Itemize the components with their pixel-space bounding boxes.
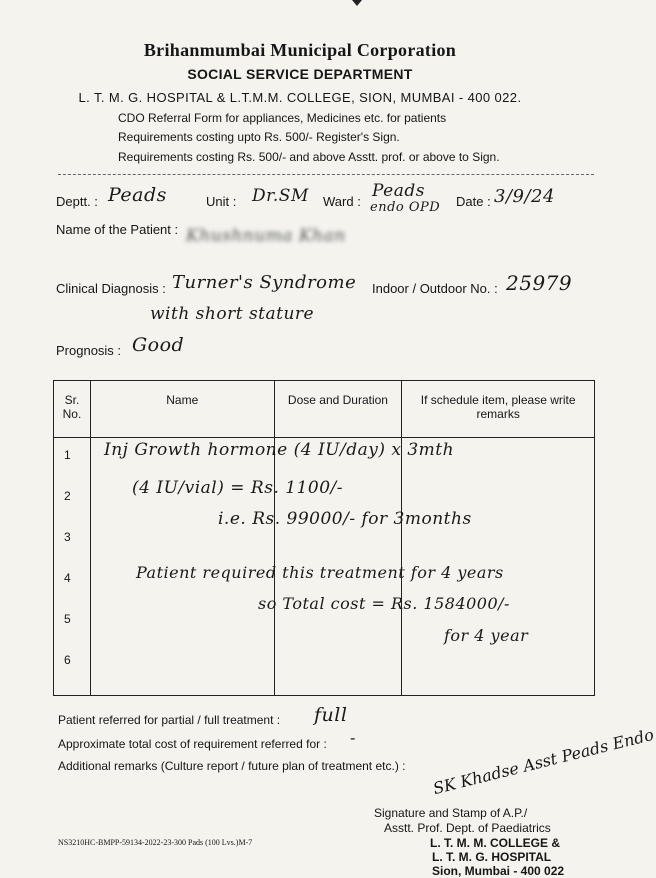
unit-value: Dr.SM bbox=[252, 186, 309, 206]
sign-label-2: Asstt. Prof. Dept. of Paediatrics bbox=[384, 821, 551, 835]
sr-column bbox=[54, 438, 91, 696]
ward-value: Peads bbox=[372, 181, 425, 201]
sr-number: 2 bbox=[64, 489, 71, 503]
diagnosis-line-1: Turner's Syndrome bbox=[172, 272, 357, 293]
referred-label: Patient referred for partial / full treatment : bbox=[58, 713, 281, 727]
handwritten-line-1: Inj Growth hormone (4 IU/day) x 3mth bbox=[104, 440, 455, 460]
handwritten-line-2: (4 IU/vial) = Rs. 1100/- bbox=[132, 478, 343, 498]
sr-number: 5 bbox=[64, 612, 71, 626]
items-table bbox=[53, 380, 595, 696]
sr-number: 1 bbox=[64, 448, 71, 462]
department-title: SOCIAL SERVICE DEPARTMENT bbox=[187, 66, 413, 82]
referred-value: full bbox=[314, 704, 348, 726]
binder-notch-icon bbox=[352, 0, 362, 6]
sr-number: 4 bbox=[64, 571, 71, 585]
corporation-title: Brihanmumbai Municipal Corporation bbox=[143, 40, 457, 60]
prognosis-value: Good bbox=[132, 334, 185, 356]
header-remarks: If schedule item, please write remarks bbox=[402, 381, 595, 438]
header-dose: Dose and Duration bbox=[274, 381, 402, 438]
requirement-rule-1: Requirements costing upto Rs. 500/- Register's Sign. bbox=[118, 130, 400, 144]
sr-number: 3 bbox=[64, 530, 71, 544]
header-divider bbox=[58, 174, 594, 175]
header-name: Name bbox=[90, 381, 274, 438]
indoor-value: 25979 bbox=[506, 271, 573, 295]
dept-value: Peads bbox=[108, 184, 167, 206]
print-code: NS3210HC-BMPP-59134-2022-23-300 Pads (100 Lvs.)M-7 bbox=[58, 838, 253, 847]
patient-label: Name of the Patient : bbox=[56, 222, 179, 237]
diagnosis-label: Clinical Diagnosis : bbox=[56, 281, 166, 296]
stamp-line-2: L. T. M. G. HOSPITAL bbox=[432, 850, 552, 864]
handwritten-line-3: i.e. Rs. 99000/- for 3months bbox=[218, 509, 472, 529]
sign-label: Signature and Stamp of A.P./ bbox=[374, 806, 528, 820]
additional-remarks-label: Additional remarks (Culture report / future plan of treatment etc.) : bbox=[58, 759, 406, 773]
approx-cost-label: Approximate total cost of requirement referred for : bbox=[58, 737, 327, 751]
stamp-line-1: L. T. M. M. COLLEGE & bbox=[430, 836, 560, 850]
hospital-address: L. T. M. G. HOSPITAL & L.T.M.M. COLLEGE, SION, MUMBAI - 400 022. bbox=[78, 90, 522, 105]
ward-value-2: endo OPD bbox=[370, 200, 441, 215]
prognosis-label: Prognosis : bbox=[56, 343, 122, 358]
header-sr-no: Sr. No. bbox=[54, 381, 91, 438]
requirement-rule-2: Requirements costing Rs. 500/- and above Asstt. prof. or above to Sign. bbox=[118, 150, 500, 164]
dept-label: Deptt. : bbox=[56, 194, 98, 209]
indoor-label: Indoor / Outdoor No. : bbox=[372, 281, 498, 296]
ward-label: Ward : bbox=[323, 194, 361, 209]
unit-label: Unit : bbox=[206, 194, 237, 209]
stamp-line-3: Sion, Mumbai - 400 022 bbox=[432, 864, 565, 878]
date-value: 3/9/24 bbox=[494, 186, 555, 207]
handwritten-line-5: so Total cost = Rs. 1584000/- bbox=[258, 594, 510, 613]
patient-name-redacted: Khushnuma Khan bbox=[186, 226, 346, 246]
handwritten-line-6: for 4 year bbox=[444, 626, 529, 645]
date-label: Date : bbox=[456, 194, 491, 209]
sr-number: 6 bbox=[64, 653, 71, 667]
form-title: CDO Referral Form for appliances, Medicines etc. for patients bbox=[118, 111, 447, 125]
table-header-row bbox=[54, 381, 595, 438]
signature-scrawl: SK Khadse Asst Peads Endo bbox=[431, 724, 656, 799]
handwritten-line-4: Patient required this treatment for 4 years bbox=[136, 563, 504, 582]
approx-cost-value: - bbox=[350, 728, 356, 747]
diagnosis-line-2: with short stature bbox=[150, 304, 315, 324]
